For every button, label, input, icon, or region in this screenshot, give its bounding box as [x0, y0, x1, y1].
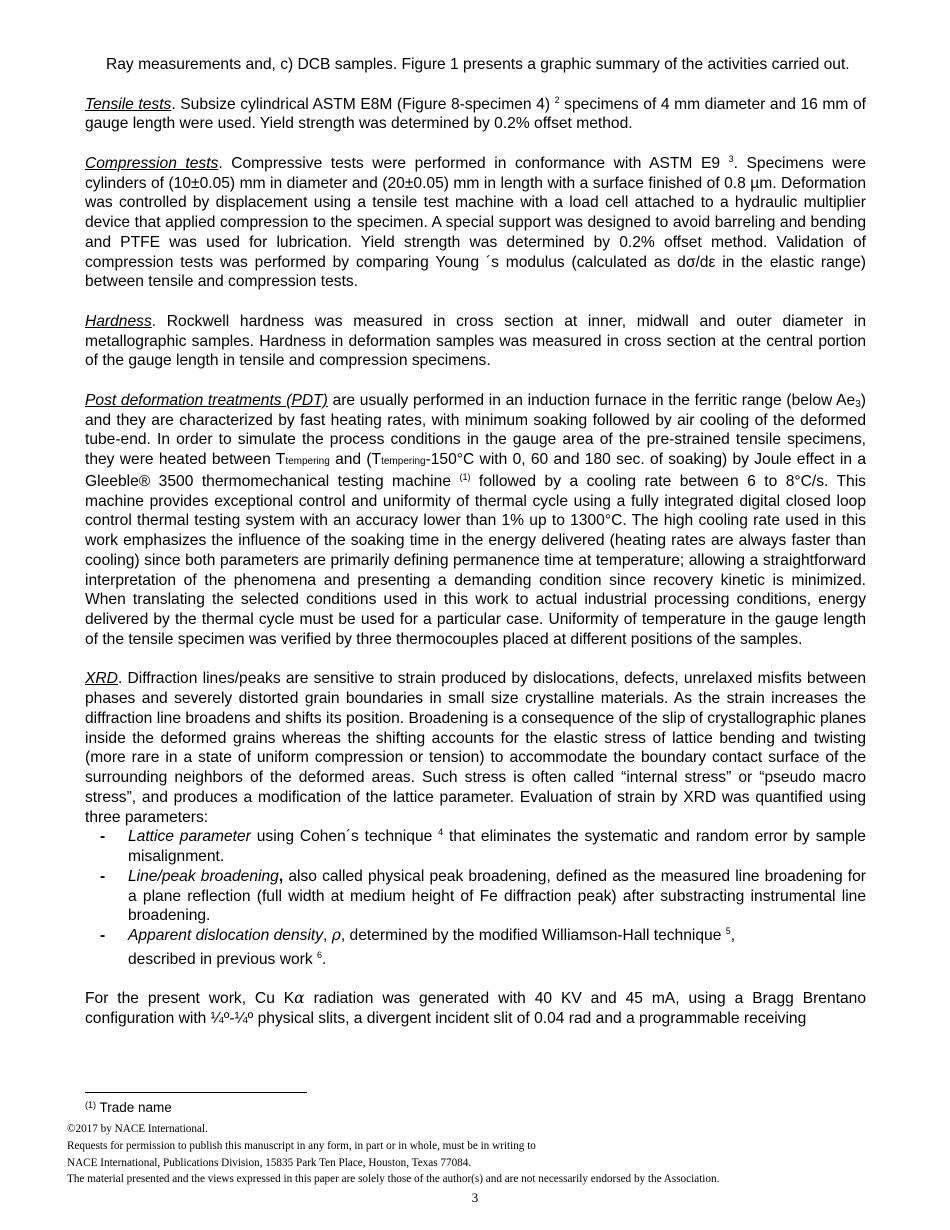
compression-tests-paragraph: Compression tests. Compressive tests were performed in conformance with ASTM E9 $^3$. Specimens were cylinders of (10±0.05) mm in diameter and (20±0.05) mm in length with a surface finished of 0.8 µm. Deformation was controlled by displacement using a tensile test machine with a load cell attached to a hydraulic multiplier device that applied compression to the specimen. A special support was designed to avoid barreling and bending and PTFE was used for lubrication. Yield strength was determined by 0.2% offset method. Validation of compression tests was performed by comparing Young ´s modulus (calculated as dσ/dε in the elastic range) between tensile and compression tests. [85, 153, 866, 291]
hardness-heading: Hardness [85, 312, 152, 330]
hardness-paragraph: Hardness. Rockwell hardness was measured in cross section at inner, midwall and outer diameter in metallographic samples. Hardness in deformation samples was measured in cross section at the central portion of the gauge length in tensile and compression specimens. [85, 312, 866, 370]
compression-tests-heading: Compression tests [85, 154, 219, 172]
rho-symbol: ρ [331, 926, 341, 944]
bullet-dash: - [100, 867, 106, 885]
xrd-parameter-list [85, 827, 866, 969]
page-body [85, 55, 866, 1029]
bullet-dash: - [100, 927, 106, 944]
footnote: $^{(1)}$ Trade name [85, 1100, 172, 1115]
tensile-tests-heading: Tensile tests [85, 95, 172, 113]
present-work-paragraph: For the present work, Cu Kα radiation was generated with 40 KV and 45 mA, using a Bragg Brentano configuration with ¼º-¼º physical slits, a divergent incident slit of 0.04 rad and a programmable receiving [85, 989, 866, 1027]
reference-2: 2 [554, 94, 560, 105]
xrd-heading: XRD [85, 670, 118, 688]
list-item-dislocation-density: - Apparent dislocation density, ρ, determined by the modified Williamson-Hall technique $^5$, described in previous work $^6$. [100, 926, 736, 968]
list-item-line-peak-broadening: - Line/peak broadening, also called physical peak broadening, defined as the measured line broadening for a plane reflection (full width at medium height of Fe diffraction peak) after substracting instrumental line broadening. [100, 867, 866, 925]
reference-3: 3 [728, 153, 734, 164]
footnote-divider [85, 1092, 307, 1093]
pdt-heading: Post deformation treatments (PDT) [85, 391, 328, 409]
footnote-ref-1: (1) [459, 471, 471, 482]
intro-continuation: Ray measurements and, c) DCB samples. Figure 1 presents a graphic summary of the activities carried out. [106, 56, 850, 73]
list-item-lattice-parameter: - Lattice parameter using Cohen´s technique $^4$ that eliminates the systematic and random error by sample misalignment. [100, 827, 866, 865]
xrd-paragraph: XRD. Diffraction lines/peaks are sensitive to strain produced by dislocations, defects, unrelaxed misfits between phases and severely distorted grain boundaries in small size crystalline materials. As the strain increases the diffraction line broadens and shifts its position. Broadening is a consequence of the slip of crystallographic planes inside the deformed grains whereas the shifting accounts for the elastic stress of lattice bending and twisting (more rare in a state of uniform compression or tension) to accommodate the boundary contact surface of the surrounding neighbors of the deformed areas. Such stress is often called “internal stress” or “pseudo macro stress”, and produces a modification of the lattice parameter. Evaluation of strain by XRD was quantified using three parameters: [85, 670, 866, 826]
tensile-tests-paragraph: Tensile tests. Subsize cylindrical ASTM E8M (Figure 8-specimen 4) $^2$ specimens of 4 mm diameter and 16 mm of gauge length were used. Yield strength was determined by 0.2% offset method. [85, 94, 866, 133]
pdt-paragraph: Post deformation treatments (PDT) are usually performed in an induction furnace in the ferritic range (below $Ae_3$) and they are characterized by fast heating rates, with minimum soaking followed by air cooling of the deformed tube-end. In order to simulate the process conditions in the gauge area of the pre-strained tensile specimens, they were heated between Ttempering and (Ttempering-150°C with 0, 60 and 180 sec. of soaking) by Joule effect in a Gleeble® 3500 thermomechanical testing machine $^{(1)}$ followed by a cooling rate between 6 to 8°C/s. This machine provides exceptional control and uniformity of thermal cycle using a fully integrated digital closed loop control thermal testing system with an accuracy lower than 1% up to 1300°C. The high cooling rate used in this work emphasizes the influence of the soaking time in the energy delivered (heating rates are always faster than cooling) since both parameters are primarily defining permanence time at temperature; allowing a straightforward interpretation of the phenomena and presenting a demanding condition since recovery kinetic is minimized. When translating the selected conditions used in this work to actual industrial processing conditions, energy delivered by the thermal cycle must be used for a particular case. Uniformity of temperature in the gauge length of the tensile specimen was verified by three thermocouples placed at different positions of the samples. [85, 391, 867, 648]
copyright-notice: ©2017 by NACE International. Requests for permission to publish this manuscript in any form, in part or in whole, must be in writing to NACE International, Publications Division, 15835 Park Ten Place, Houston, Texas 77084. The material presented and the views expressed in this paper are solely those of the author(s) and are not necessarily endorsed by the Association. [67, 1123, 720, 1186]
alpha-symbol: α [294, 989, 305, 1008]
bullet-dash: - [100, 828, 106, 846]
page-number: 3 [471, 1190, 479, 1205]
